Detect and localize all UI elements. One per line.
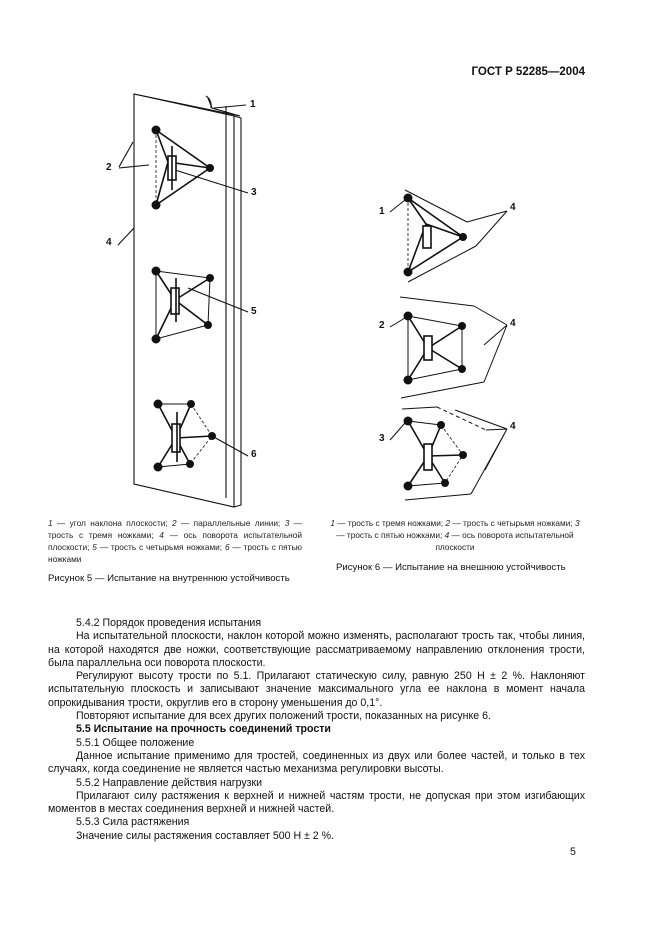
legend-num: 1 xyxy=(330,518,335,528)
legend-text: — угол наклона плоскости; xyxy=(52,518,173,528)
section-5-5-title: 5.5 Испытание на прочность соединений трости xyxy=(76,723,331,736)
legend-text: — ось поворота испытательной плоскости; xyxy=(48,530,302,552)
legend-text: — трость с тремя ножками; xyxy=(334,518,446,528)
fig5-legend xyxy=(48,517,302,565)
fig6-axis-2 xyxy=(400,297,484,398)
legend-num: 1 xyxy=(48,518,53,528)
legend-num: 4 xyxy=(444,530,450,540)
paragraph: Повторяют испытание для всех других положений трости, показанных на рисунке 6. xyxy=(76,710,491,723)
fig6-leader-4b xyxy=(474,306,507,382)
paragraph: Данное испытание применимо для тростей, соединенных из двух или более частей, и только в тех случаях, когда соединение не является частью механизма регулировки высоты. xyxy=(48,749,585,776)
legend-text: — трость с пятью ножками; xyxy=(336,530,445,540)
fig5-callout-4: 4 xyxy=(106,237,112,248)
fig5-callout-2: 2 xyxy=(106,162,112,173)
legend-num: 6 xyxy=(224,542,230,552)
fig5-callout-6: 6 xyxy=(251,449,257,460)
legend-num: 5 xyxy=(92,542,97,552)
section-5-5-2-title: 5.5.2 Направление действия нагрузки xyxy=(76,776,263,789)
section-5-5-1-title: 5.5.1 Общее положение xyxy=(76,736,195,749)
legend-text: — ось поворота испытательной плоскости xyxy=(435,530,574,552)
legend-text: — трость с тремя ножками; xyxy=(48,518,302,540)
fig5-caption: Рисунок 5 — Испытание на внутреннюю устойчивость xyxy=(48,573,290,584)
fig6-caption: Рисунок 6 — Испытание на внешнюю устойчивость xyxy=(336,562,566,573)
fig6-callout-1: 1 xyxy=(379,206,385,217)
document-code: ГОСТ Р 52285—2004 xyxy=(471,66,585,78)
legend-num: 3 xyxy=(284,518,290,528)
legend-num: 2 xyxy=(172,518,177,528)
paragraph: Регулируют высоту трости по 5.1. Прилагают статическую силу, равную 250 Н ± 2 %. Наклоняют испытательную плоскость и записывают значение максимального угла ее наклона в момент начала опрокидывания трости, округлив его в сторону уменьшения до 0,1°. xyxy=(48,670,585,709)
fig6-callout-3: 3 xyxy=(379,433,385,444)
legend-text: — трость с пятью ножками xyxy=(48,542,303,564)
fig6-callout-2: 2 xyxy=(379,320,385,331)
fig6-leader-2 xyxy=(390,318,405,327)
legend-num: 4 xyxy=(159,530,164,540)
legend-text: — трость с четырьмя ножками; xyxy=(96,542,225,552)
fig5-callout-5: 5 xyxy=(251,306,257,317)
fig6-leader-4a xyxy=(467,211,507,246)
fig5-callout-1: 1 xyxy=(250,99,256,110)
legend-text: — трость с четырьмя ножками; xyxy=(450,518,575,528)
fig6-callout-4-group3: 4 xyxy=(510,421,516,432)
fig5-callout-3: 3 xyxy=(251,187,257,198)
paragraph: Значение силы растяжения составляет 500 Н ± 2 %. xyxy=(76,829,335,842)
legend-num: 2 xyxy=(445,518,451,528)
body-text xyxy=(48,617,585,843)
fig6-callout-4-group2: 4 xyxy=(510,318,516,329)
fig6-leader-3 xyxy=(390,423,405,440)
legend-num: 3 xyxy=(575,518,580,528)
paragraph: На испытательной плоскости, наклон которой можно изменять, располагают трость так, чтобы линия, на которой находятся две ножки, соответствующие рассматриваемому направлению отклонения трости, была параллельна оси поворота плоскости. xyxy=(48,630,585,669)
legend-text: — параллельные линии; xyxy=(176,518,285,528)
section-5-4-2-title: 5.4.2 Порядок проведения испытания xyxy=(76,617,262,629)
page-number: 5 xyxy=(570,846,576,858)
paragraph: Прилагают силу растяжения к верхней и нижней частям трости, не допуская при этом изгибающих моментов в местах соединения верхней и нижней частей. xyxy=(48,789,585,816)
fig6-callout-4-group1: 4 xyxy=(510,202,516,213)
fig6-leader-1 xyxy=(390,200,405,212)
fig6-legend xyxy=(327,517,583,553)
section-5-5-3-title: 5.5.3 Сила растяжения xyxy=(76,816,190,829)
